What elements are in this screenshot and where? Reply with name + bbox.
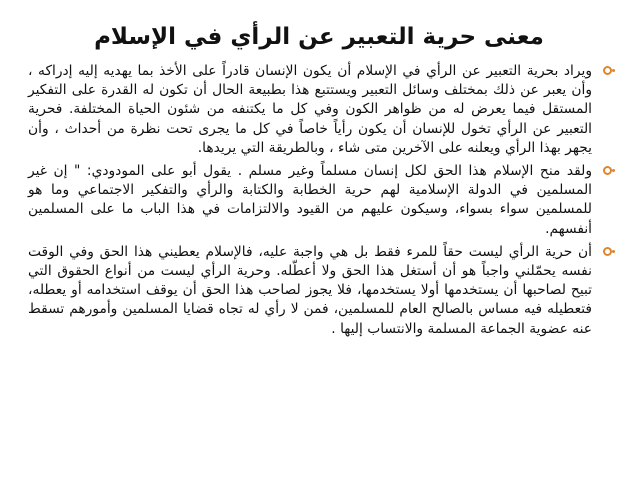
- paragraph-2: [28, 162, 614, 239]
- slide-title: معنى حرية التعبير عن الرأي في الإسلام: [94, 24, 544, 50]
- slide-body: [28, 62, 614, 339]
- circle-bullet-icon: [603, 166, 612, 175]
- paragraph-2-text: ولقد منح الإسلام هذا الحق لكل إنسان مسلماً وغير مسلم . يقول أبو على المودودي: " إن غير المسلمين في الدولة الإسلامية لهم حرية الخطابة والكتابة والرأي والتفكير الاجتماعي وما هو للمسلمين سواء بسواء، وسيكون عليهم من القيود والالتزامات في هذا الباب ما على المسلمين أنفسهم.: [28, 163, 592, 237]
- circle-bullet-icon: [603, 247, 612, 256]
- paragraph-3: [28, 243, 614, 339]
- paragraph-3-text: أن حرية الرأي ليست حقاً للمرء فقط بل هي واجبة عليه، فالإسلام يعطيني هذا الحق وفي الوقت نفسه يحمّلني واجباً هو أن أستغل هذا الحق ولا أعطّله. وحرية الرأي ليست من أنواع الحقوق التي تبيح لصاحبها أن يستخدمها أولا يستخدمها، فلا يجوز لصاحب هذا الحق أن يوقف استخدامه أو يعطله، فتعطيله فيه مساس بالصالح العام للمسلمين، فمن لا رأي له تجاه قضايا المسلمين وأمورهم تسقط عنه عضوية الجماعة المسلمة والانتساب إليها .: [28, 243, 592, 337]
- paragraph-1-text: ويراد بحرية التعبير عن الرأي في الإسلام أن يكون الإنسان قادراً على الأخذ بما يهديه إليه إدراكه ، وأن يعبر عن ذلك بمختلف وسائل التعبير ويستتبع هذا بطبيعة الحال أن تكون له القدرة على التفكير المستقل فيما يعرض له من ظواهر الكون وفي كل ما يكتنفه من شئون الحياة المختلفة. فحرية التعبير عن الرأي تخول للإنسان أن يكون رأياً خاصاً في كل ما يجرى تحت نظرة من أحداث ، وأن يجهر بهذا الرأي ويعلنه على الآخرين متى شاء ، وبالطريقة التي يريدها.: [28, 63, 592, 156]
- circle-bullet-icon: [603, 66, 612, 75]
- paragraph-1: [28, 62, 614, 158]
